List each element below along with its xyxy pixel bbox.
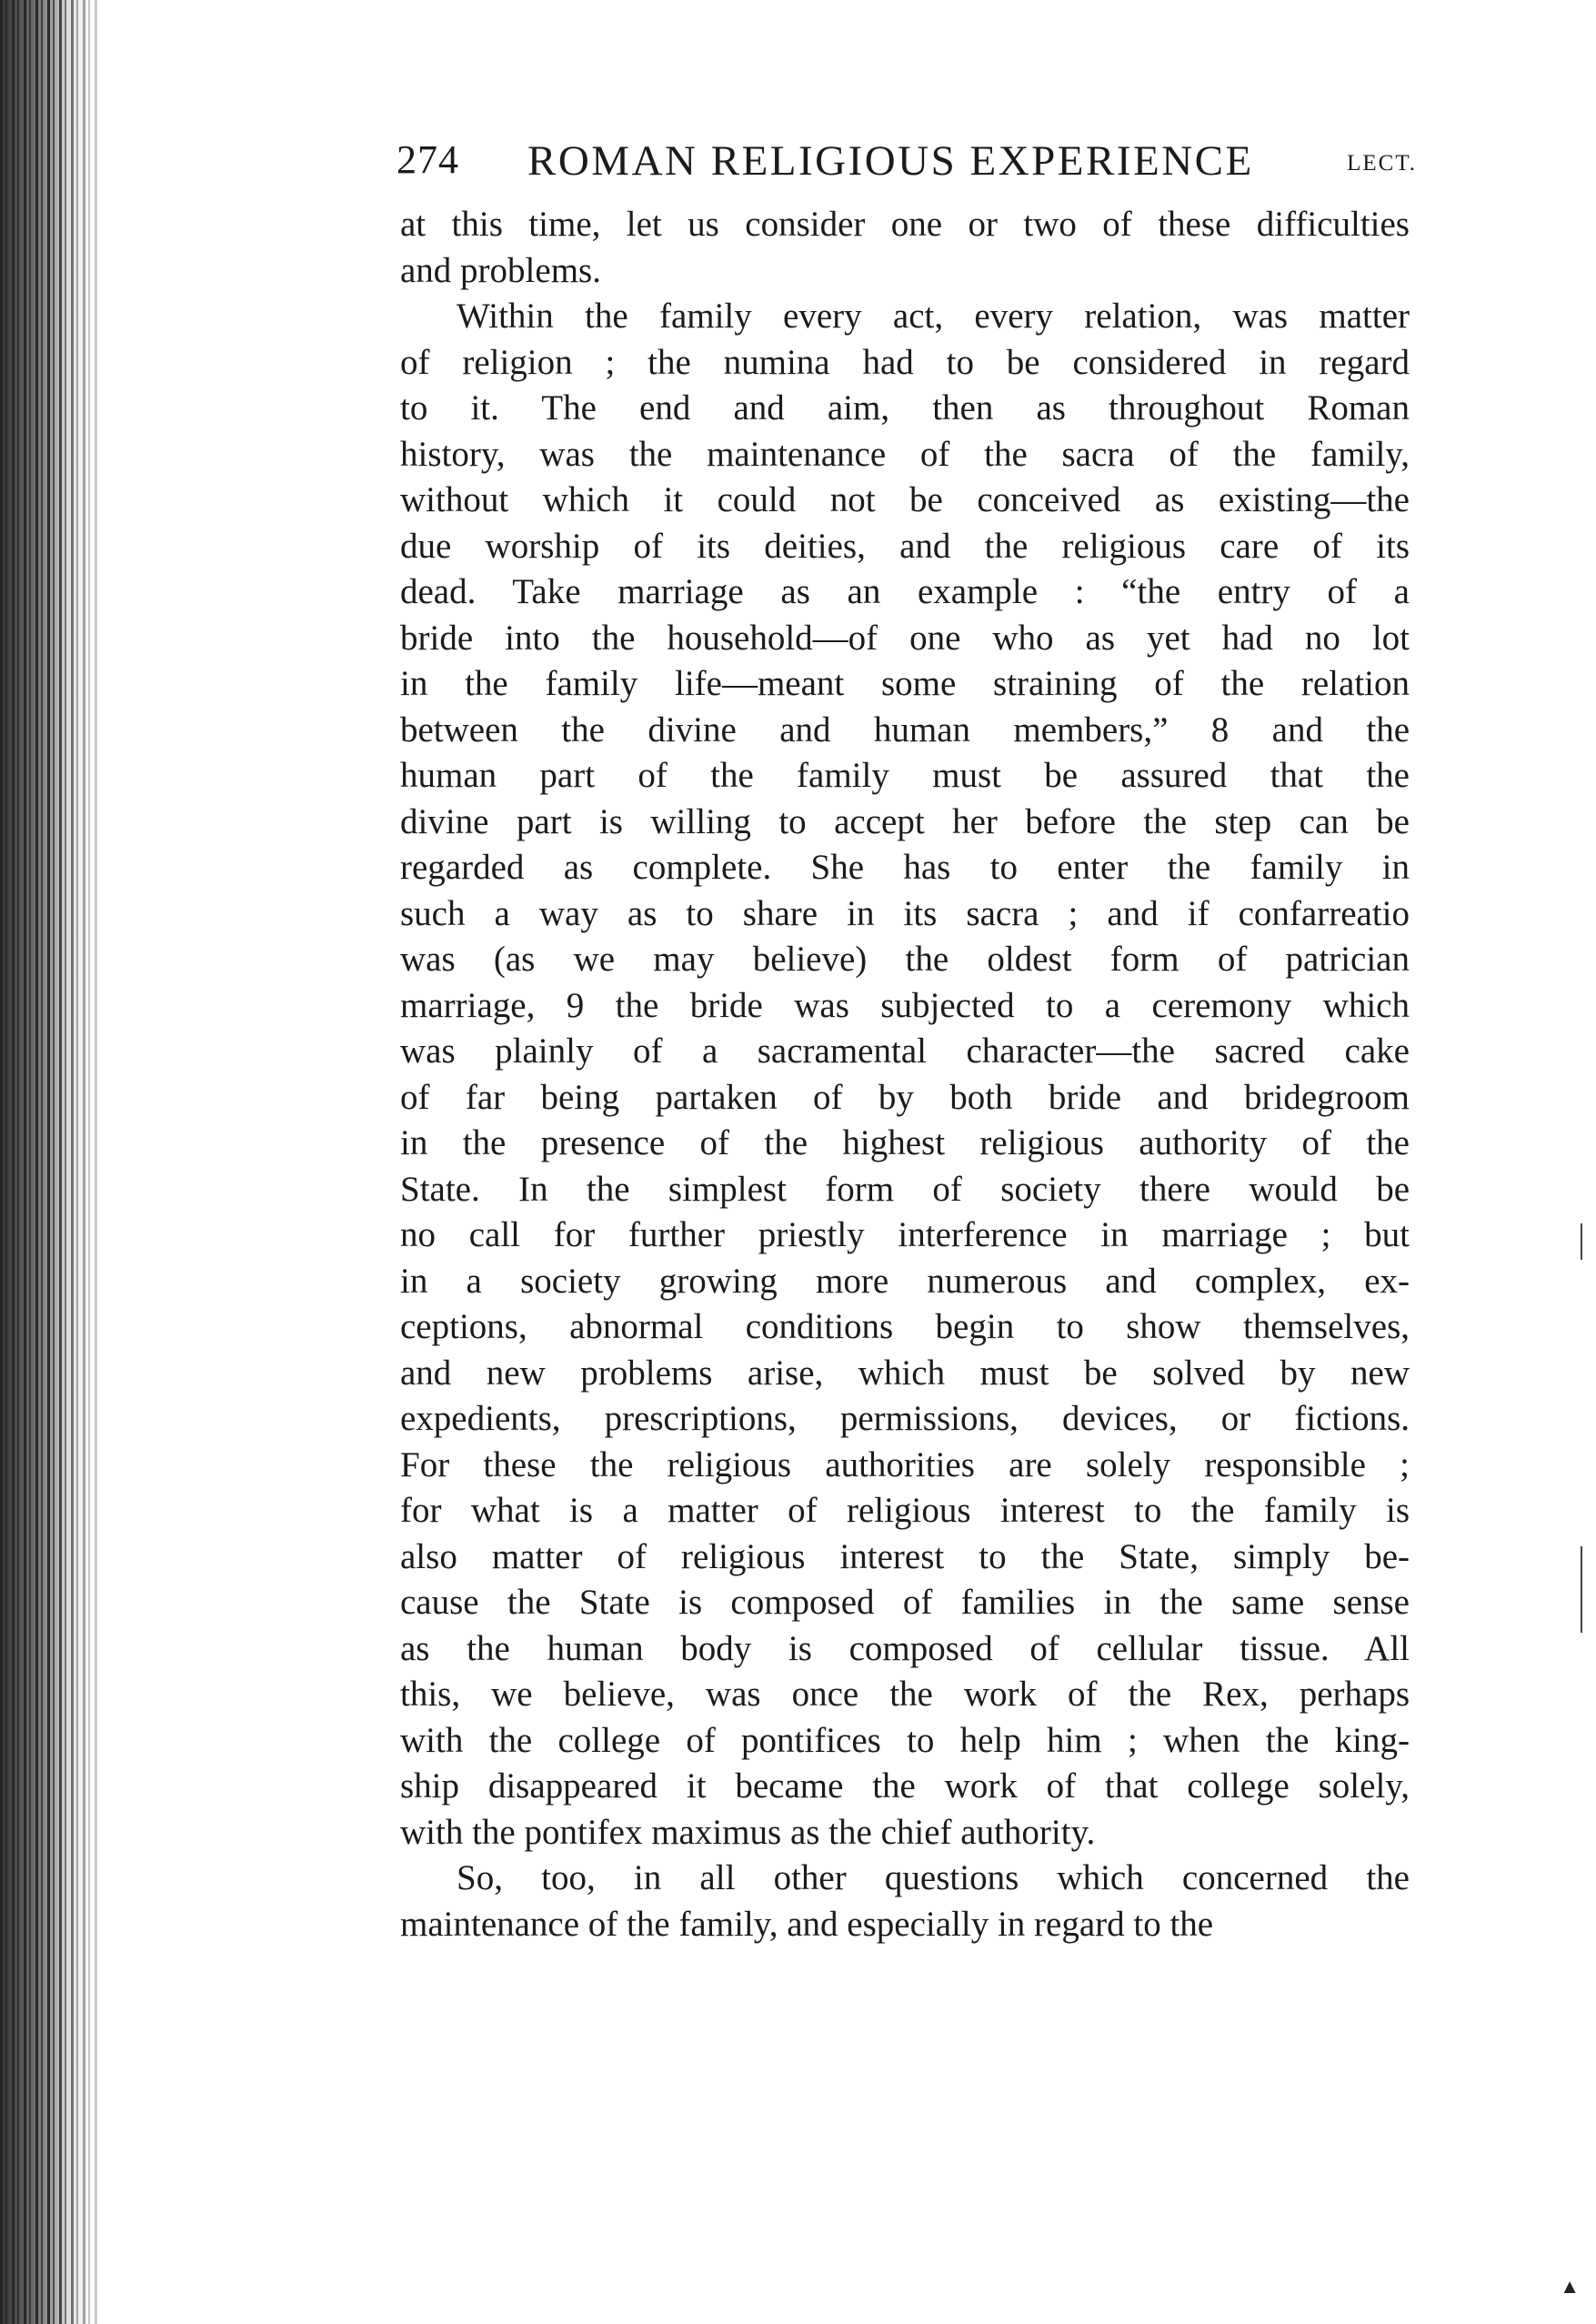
text-line: history, was the maintenance of the sacra of the family, xyxy=(400,434,1410,474)
text-line: Within the family every act, every relation, was matter xyxy=(457,297,1410,336)
body-text xyxy=(400,202,1410,1947)
text-line: divine part is willing to accept her before the step can be xyxy=(400,801,1410,841)
text-line: For these the religious authorities are solely responsible ; xyxy=(400,1444,1410,1484)
margin-mark xyxy=(1581,1223,1582,1260)
text-line: between the divine and human members,” 8 and the xyxy=(400,709,1410,750)
book-page xyxy=(396,136,1417,1947)
text-line: such a way as to share in its sacra ; and if confarreatio xyxy=(400,893,1410,933)
section-label: LECT. xyxy=(1347,151,1417,176)
text-line: with the pontifex maximus as the chief authority. xyxy=(400,1812,1096,1852)
text-line: of far being partaken of by both bride and bridegroom xyxy=(400,1077,1410,1117)
text-line: to it. The end and aim, then as throughout Roman xyxy=(400,388,1410,428)
text-line: ship disappeared it became the work of that college solely, xyxy=(400,1766,1410,1806)
corner-mark: ▲ xyxy=(1560,2275,1580,2298)
running-head xyxy=(396,136,1417,193)
paragraph xyxy=(400,1856,1410,1947)
text-line: and problems. xyxy=(400,250,601,290)
text-line: for what is a matter of religious interest to the family is xyxy=(400,1491,1410,1530)
text-line: So, too, in all other questions which concerned the xyxy=(457,1858,1410,1897)
margin-mark xyxy=(1581,1546,1582,1633)
text-line: bride into the household—of one who as yet had no lot xyxy=(400,618,1410,658)
text-line: no call for further priestly interference in marriage ; but xyxy=(400,1215,1410,1254)
text-line: also matter of religious interest to the State, simply be- xyxy=(400,1536,1410,1576)
text-line: at this time, let us consider one or two of these difficulties xyxy=(400,205,1410,244)
text-line: dead. Take marriage as an example : “the entry of a xyxy=(400,572,1410,611)
text-line: in a society growing more numerous and complex, ex- xyxy=(400,1261,1410,1301)
text-line: ceptions, abnormal conditions begin to show themselves, xyxy=(400,1307,1410,1346)
text-line: human part of the family must be assured that the xyxy=(400,756,1410,795)
text-line: maintenance of the family, and especially in regard to the xyxy=(400,1904,1214,1944)
text-line: marriage, 9 the bride was subjected to a ceremony which xyxy=(400,985,1410,1025)
text-line: and new problems arise, which must be solved by new xyxy=(400,1353,1410,1393)
text-line: in the family life—meant some straining of the relation xyxy=(400,664,1410,703)
text-line: of religion ; the numina had to be considered in regard xyxy=(400,342,1410,382)
text-line: this, we believe, was once the work of the Rex, perhaps xyxy=(400,1675,1410,1714)
running-title: ROMAN RELIGIOUS EXPERIENCE xyxy=(527,137,1254,185)
text-line: regarded as complete. She has to enter the family in xyxy=(400,848,1410,887)
text-line: expedients, prescriptions, permissions, devices, or fictions. xyxy=(400,1399,1410,1438)
text-line: as the human body is composed of cellular tissue. All xyxy=(400,1628,1410,1668)
text-line: cause the State is composed of families in the same sense xyxy=(400,1583,1410,1622)
text-line: in the presence of the highest religious authority of the xyxy=(400,1123,1410,1162)
text-line: was plainly of a sacramental character—the sacred cake xyxy=(400,1031,1410,1071)
paragraph xyxy=(400,202,1410,294)
text-line: was (as we may believe) the oldest form of patrician xyxy=(400,940,1410,979)
paragraph xyxy=(400,294,1410,1856)
text-line: State. In the simplest form of society there would be xyxy=(400,1169,1410,1209)
text-line: with the college of pontifices to help him ; when the king- xyxy=(400,1720,1410,1760)
page-number: 274 xyxy=(396,137,459,182)
text-line: due worship of its deities, and the religious care of its xyxy=(400,526,1410,566)
binding-shadow-fade xyxy=(55,0,109,2324)
text-line: without which it could not be conceived as existing—the xyxy=(400,480,1410,519)
